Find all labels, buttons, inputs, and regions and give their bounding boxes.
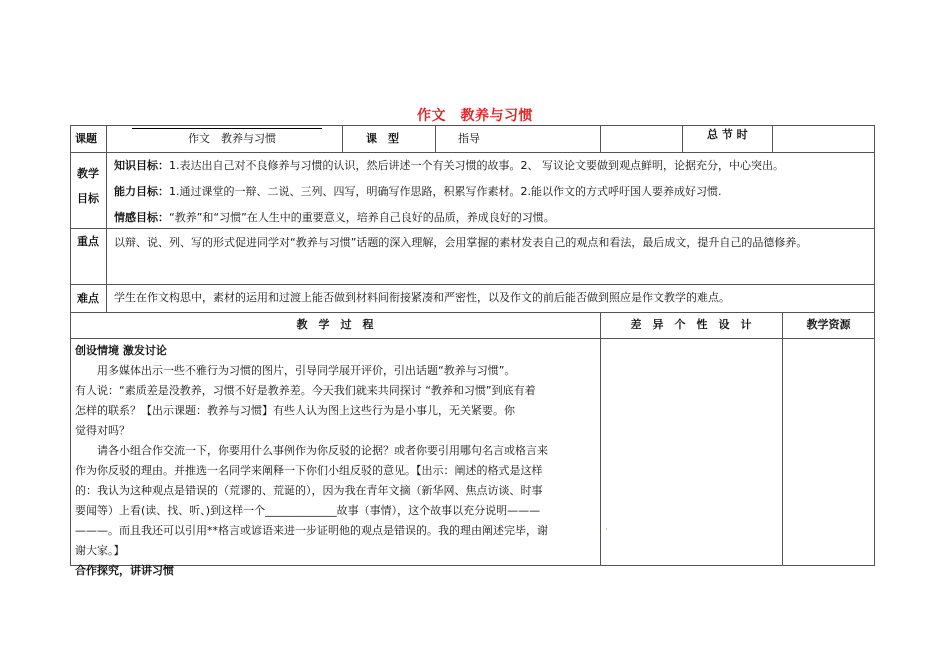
total-hours-label: 总 节 时 — [707, 128, 748, 141]
knowledge-goal-label: 知识目标： — [114, 159, 169, 172]
header-divider — [682, 125, 683, 153]
process-line: 怎样的联系？【出示课题：教养与习惯】有些人认为图上这些行为是小事儿，无关紧要。你 — [75, 404, 515, 417]
row-divider — [70, 338, 875, 339]
resources-column-header: 教学资源 — [806, 318, 851, 331]
topic-label: 课题 — [75, 132, 97, 145]
process-line: 请各小组合作交流一下，你要用什么事例作为你反驳的论据？或者你要引用哪句名言或格言来 — [75, 444, 548, 457]
ability-goal-text: 1.通过课堂的一辩、二说、三列、四写，明确写作思路，积累写作素材。2.能以作文的方式呼吁国人要养成好习惯. — [169, 185, 722, 198]
process-line: 的：我认为这种观点是错误的（荒谬的、荒诞的），因为我在青年文摘（新华网、焦点访谈、时事 — [75, 484, 543, 497]
header-divider — [435, 125, 436, 153]
design-column-header: 差 异 个 性 设 计 — [630, 318, 752, 331]
process-design-divider — [600, 312, 601, 566]
document-title: 作文 教养与习惯 — [417, 108, 533, 124]
key-point-label: 重点 — [77, 235, 99, 248]
ability-goal-label: 能力目标： — [114, 185, 169, 198]
topic-value: 作文 教养与习惯 — [188, 132, 276, 145]
type-label: 课 型 — [366, 132, 399, 145]
lesson-plan-table — [70, 125, 875, 577]
row-divider — [70, 284, 875, 285]
header-divider — [600, 125, 601, 153]
row-divider — [70, 312, 875, 313]
section-title: 合作探究，讲讲习惯 — [75, 564, 174, 577]
header-divider — [342, 125, 343, 153]
design-resources-divider — [782, 312, 783, 566]
type-value: 指导 — [458, 132, 480, 145]
difficulty-label: 难点 — [77, 292, 99, 305]
emotion-goal-label: 情感目标： — [114, 211, 169, 224]
process-line: 有人说：“素质差是没教养，习惯不好是教养差。今天我们就来共同探讨 “教养和习惯”到底有着 — [75, 384, 536, 397]
goals-content — [114, 153, 869, 231]
process-line: 觉得对吗？ — [75, 424, 130, 437]
process-line: 作为你反驳的理由。并推选一名同学来阐释一下你们小组反驳的意见。【出示：阐述的格式是这样 — [75, 464, 543, 477]
process-content — [75, 341, 597, 581]
goals-label-line2: 目标 — [77, 192, 99, 205]
dot-mark: · — [605, 525, 608, 535]
key-point-text: 以辩、说、列、写的形式促进同学对“教养与习惯”话题的深入理解，会用掌握的素材发表自己的观点和看法，最后成文，提升自己的品德修养。 — [114, 236, 808, 249]
label-column-divider — [106, 125, 107, 313]
topic-overline — [132, 128, 322, 129]
process-line: 谢大家。】 — [75, 544, 125, 557]
emotion-goal — [114, 205, 869, 231]
section-title: 创设情境 激发讨论 — [75, 344, 167, 357]
table-border-top — [70, 125, 875, 126]
knowledge-goal — [114, 153, 869, 179]
table-border-left — [70, 125, 71, 566]
header-divider — [772, 125, 773, 153]
process-column-header: 教 学 过 程 — [296, 318, 374, 331]
emotion-goal-text: “教养”和“习惯”在人生中的重要意义，培养自己良好的品质，养成良好的习惯。 — [169, 211, 555, 224]
goals-label-line1: 教学 — [77, 167, 99, 180]
process-line: ———。而且我还可以引用**格言或谚语来进一步证明他的观点是错误的。我的理由阐述完毕，谢 — [75, 524, 548, 537]
process-line: 要闻等）上看(读、找、听、)到这样一个_____________故事（事情），这个故事以充分说明——— — [75, 504, 541, 517]
process-line: 用多媒体出示一些不雅行为习惯的图片，引导同学展开评价，引出话题“教养与习惯”。 — [75, 364, 516, 377]
difficulty-text: 学生在作文构思中，素材的运用和过渡上能否做到材料间衔接紧凑和严密性，以及作文的前后能否做到照应是作文教学的难点。 — [114, 291, 730, 304]
ability-goal — [114, 179, 869, 205]
knowledge-goal-text: 1.表达出自己对不良修养与习惯的认识，然后讲述一个有关习惯的故事。2、 写议论文要做到观点鲜明，论据充分，中心突出。 — [169, 159, 784, 172]
table-border-right — [874, 125, 875, 566]
